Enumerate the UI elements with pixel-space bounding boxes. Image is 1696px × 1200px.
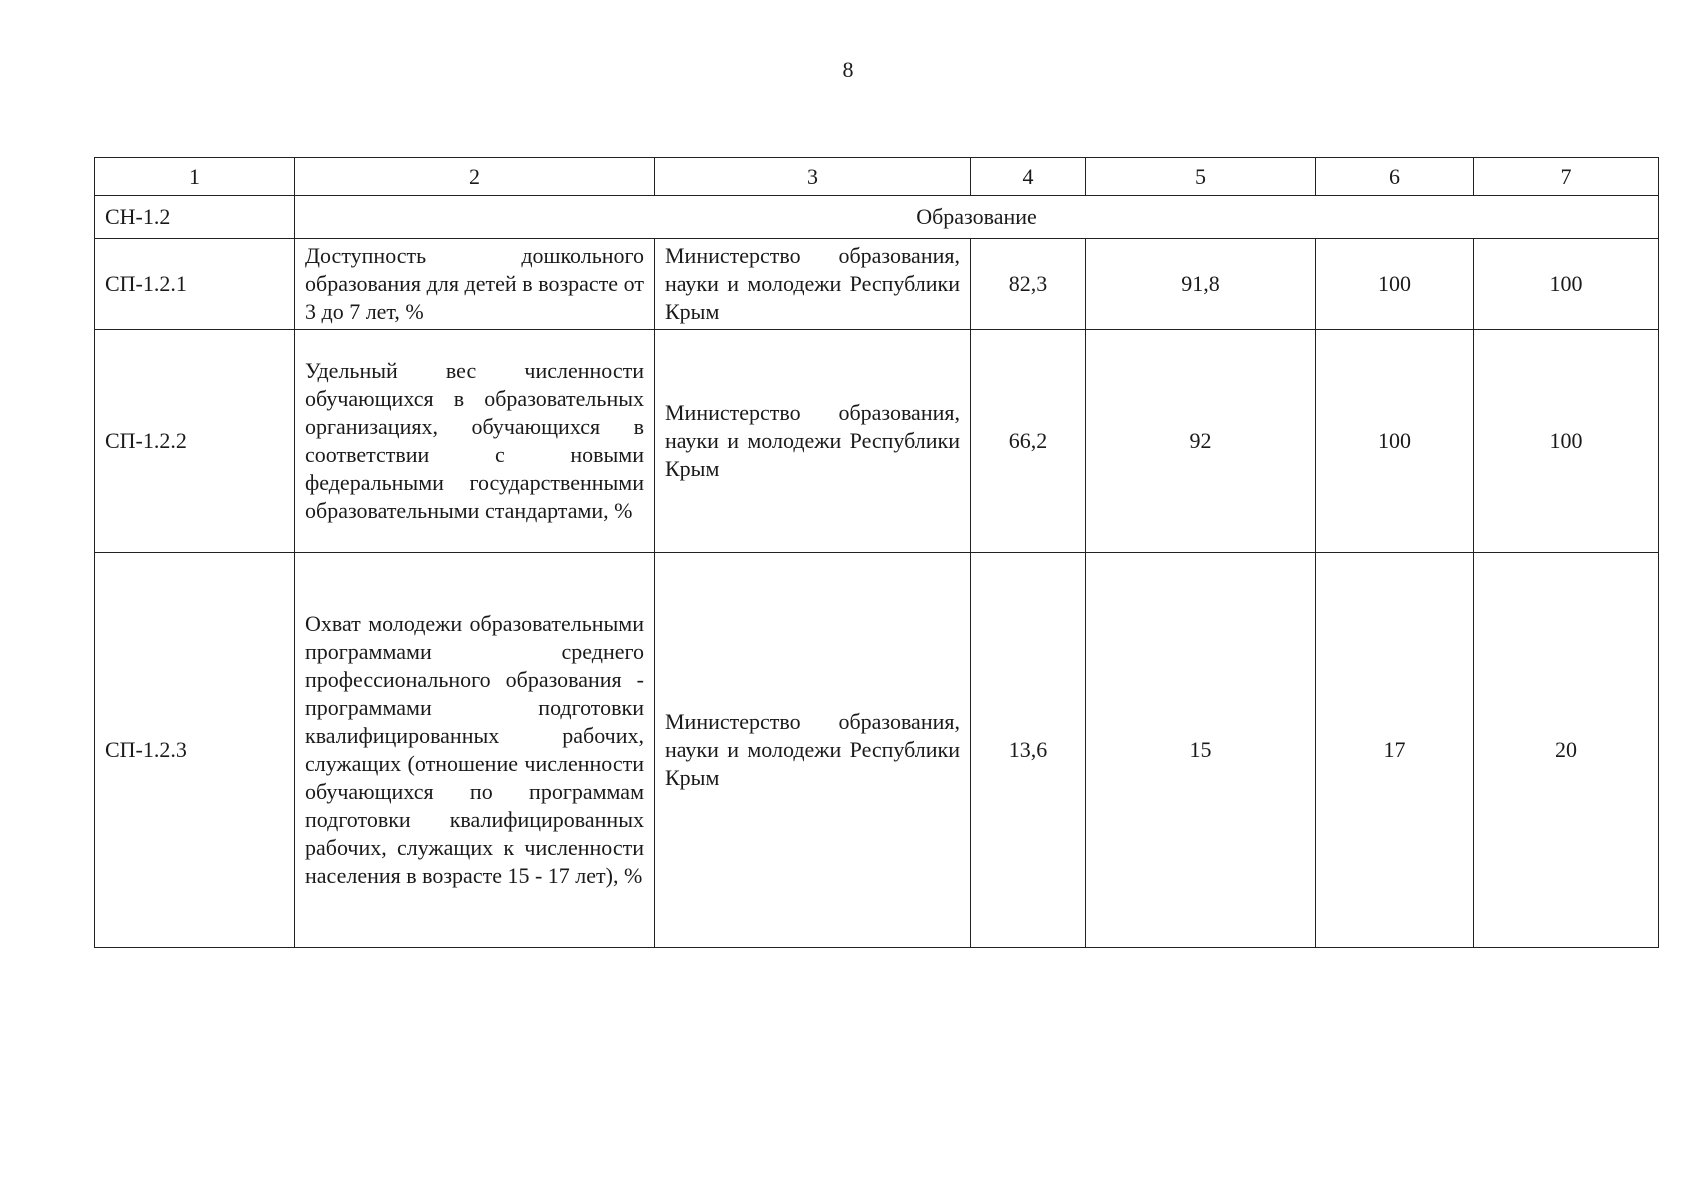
table-header-row [95,158,1659,196]
table-row [95,239,1659,330]
row-value-7: 100 [1474,330,1659,553]
row-value-4: 13,6 [971,553,1086,948]
row-code: СП-1.2.3 [95,553,295,948]
column-header-1: 1 [95,158,295,196]
row-value-5: 15 [1086,553,1316,948]
row-value-4: 82,3 [971,239,1086,330]
row-value-6: 100 [1316,330,1474,553]
table-row [95,330,1659,553]
row-indicator: Доступность дошкольного образования для детей в возрасте от 3 до 7 лет, % [295,239,655,330]
column-header-4: 4 [971,158,1086,196]
row-executor: Министерство образования, науки и молодежи Республики Крым [655,239,971,330]
column-header-6: 6 [1316,158,1474,196]
row-value-4: 66,2 [971,330,1086,553]
row-value-7: 100 [1474,239,1659,330]
row-code: СП-1.2.2 [95,330,295,553]
row-executor: Министерство образования, науки и молодежи Республики Крым [655,330,971,553]
row-value-7: 20 [1474,553,1659,948]
row-indicator: Удельный вес численности обучающихся в образовательных организациях, обучающихся в соответствии с новыми федеральными государственными образовательными стандартами, % [295,330,655,553]
table-row [95,553,1659,948]
column-header-7: 7 [1474,158,1659,196]
section-row [95,196,1659,239]
column-header-2: 2 [295,158,655,196]
column-header-5: 5 [1086,158,1316,196]
indicators-table [94,157,1659,948]
row-value-6: 17 [1316,553,1474,948]
row-value-5: 91,8 [1086,239,1316,330]
row-code: СП-1.2.1 [95,239,295,330]
column-header-3: 3 [655,158,971,196]
row-indicator: Охват молодежи образовательными программами среднего профессионального образования - программами подготовки квалифицированных рабочих, служащих (отношение численности обучающихся по программам подготовки квалифицированных рабочих, служащих к численности населения в возрасте 15 - 17 лет), % [295,553,655,948]
row-executor: Министерство образования, науки и молодежи Республики Крым [655,553,971,948]
section-title: Образование [295,196,1659,239]
row-value-5: 92 [1086,330,1316,553]
row-value-6: 100 [1316,239,1474,330]
page-number: 8 [842,57,854,82]
section-code: СН-1.2 [95,196,295,239]
